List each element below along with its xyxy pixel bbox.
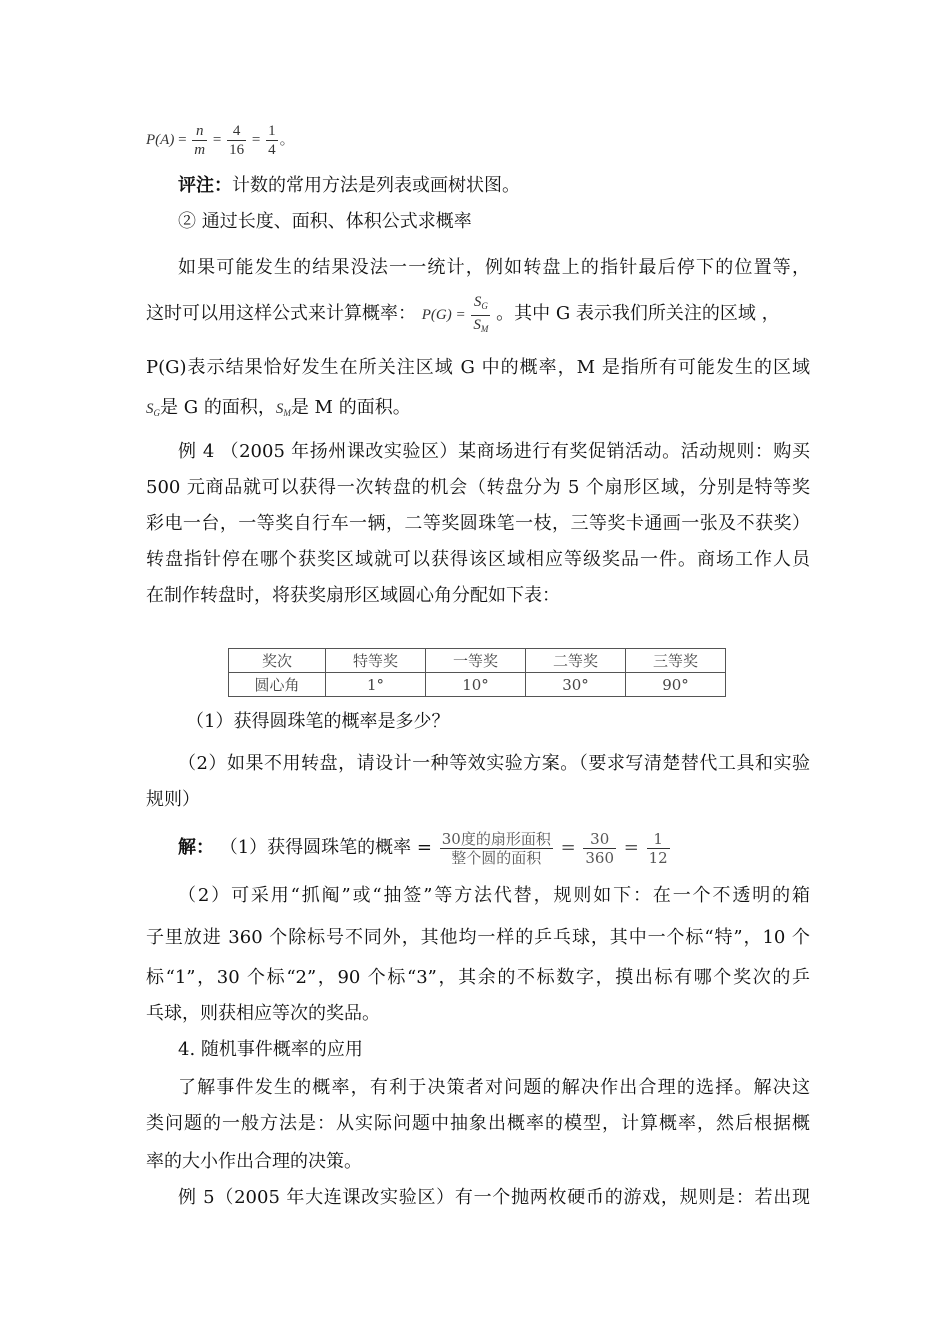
table-header-cell: 一等奖	[426, 649, 526, 673]
table-cell: 30°	[526, 673, 626, 697]
formula-period: 。	[279, 132, 295, 148]
answer2-line: （2）可采用“抓阄”或“抽签”等方法代替，规则如下：在一个不透明的箱	[178, 885, 810, 906]
symbol-sg: S	[146, 401, 154, 417]
formula-pg	[421, 294, 496, 335]
fraction-30-360	[583, 830, 616, 867]
table-header-cell: 奖次	[229, 649, 326, 673]
fraction-denominator: 4	[268, 142, 276, 159]
comment-label: 评注：	[178, 175, 232, 196]
table-header-cell: 特等奖	[326, 649, 426, 673]
fraction-numerator: 30	[583, 830, 616, 849]
comment-text: 计数的常用方法是列表或画树状图。	[232, 175, 520, 196]
example4-line: 在制作转盘时，将获奖扇形区域圆心角分配如下表：	[146, 585, 560, 606]
fraction-numerator: n	[192, 122, 207, 141]
fraction-4-16	[227, 122, 246, 159]
table-cell: 圆心角	[229, 673, 326, 697]
question-1: （1）获得圆珠笔的概率是多少？	[186, 711, 450, 732]
fraction-numerator: 1	[647, 830, 670, 849]
fraction-sg-sm	[471, 293, 490, 338]
fraction-1-4	[266, 122, 278, 159]
example4-line: 转盘指针停在哪个获奖区域就可以获得该区域相应等级奖品一件。商场工作人员	[146, 549, 810, 570]
fraction-numerator: 30度的扇形面积	[441, 829, 551, 848]
paragraph-text: 是 M 的面积。	[290, 397, 411, 418]
example5-line: 例 5（2005 年大连课改实验区）有一个抛两枚硬币的游戏，规则是：若出现	[178, 1187, 810, 1208]
solution-line: 解： （1）获得圆珠笔的概率 = $\frac{\text{30度的扇形面积}}{\text{整个圆的面积}}$ = $\frac{30}{360}$ = $\frac{1}{12}$	[178, 829, 668, 867]
formula-pg-lhs: P(G) =	[421, 307, 466, 323]
fraction-denominator: 整个圆的面积	[451, 848, 542, 867]
paragraph-line: 如果可能发生的结果没法一一统计，例如转盘上的指针最后停下的位置等，	[178, 257, 810, 278]
fraction-sector-area	[440, 830, 553, 867]
prize-angle-table	[228, 648, 726, 697]
paragraph-line-formula	[146, 292, 810, 336]
answer2-line: 乓球，则获相应等次的奖品。	[146, 1003, 380, 1024]
answer2-line: 子里放进 360 个除标号不同外，其他均一样的乒乓球，其中一个标“特”，10 个	[146, 927, 810, 948]
table-row	[229, 649, 726, 673]
solution-label: 解：	[178, 837, 214, 858]
fraction-denominator: m	[194, 142, 206, 159]
subscript: M	[283, 408, 291, 418]
solution-text: （1）获得圆珠笔的概率 =	[219, 837, 432, 858]
subscript: G	[153, 408, 160, 418]
fraction-denominator: 12	[648, 848, 668, 867]
fraction-numerator: 1	[268, 123, 276, 140]
paragraph-line: P(G)表示结果恰好发生在所关注区域 G 中的概率，M 是指所有可能发生的区域	[146, 357, 810, 378]
example4-line: 彩电一台，一等奖自行车一辆，二等奖圆珠笔一枝，三等奖卡通画一张及不获奖）	[146, 513, 810, 534]
paragraph-line	[146, 396, 810, 425]
subscript: G	[481, 301, 488, 312]
formula-pa: P(A) = $\frac{n}{m}$ = $\frac{4}{16}$ = $\frac{1}{4}$ 。	[146, 123, 295, 159]
symbol-sm: S	[275, 401, 284, 417]
application-line: 率的大小作出合理的决策。	[146, 1151, 362, 1172]
table-cell: 90°	[626, 673, 726, 697]
fraction-denominator: 16	[229, 142, 245, 159]
fraction-numerator: S	[473, 294, 482, 311]
paragraph-text: 是 G 的面积，	[160, 397, 276, 418]
table-cell: 1°	[326, 673, 426, 697]
heading-area-formula: ② 通过长度、面积、体积公式求概率	[178, 211, 472, 232]
fraction-denominator: S	[473, 317, 481, 334]
fraction-numerator: 4	[227, 122, 246, 141]
table-cell: 10°	[426, 673, 526, 697]
paragraph-text: 。其中 G 表示我们所关注的区域 ，	[496, 303, 780, 324]
section-heading: 4. 随机事件概率的应用	[178, 1039, 363, 1060]
fraction-n-m	[192, 122, 207, 159]
table-header-cell: 三等奖	[626, 649, 726, 673]
formula-pa-lhs: P(A)	[146, 132, 175, 148]
table-row	[229, 673, 726, 697]
application-line: 类问题的一般方法是：从实际问题中抽象出概率的模型，计算概率，然后根据概	[146, 1113, 810, 1134]
paragraph-text: 这时可以用这样公式来计算概率：	[146, 303, 416, 324]
example4-line: 例 4 （2005 年扬州课改实验区）某商场进行有奖促销活动。活动规则：购买	[178, 441, 810, 462]
example4-line: 500 元商品就可以获得一次转盘的机会（转盘分为 5 个扇形区域，分别是特等奖	[146, 477, 810, 498]
subscript: M	[480, 324, 489, 335]
table-header-cell: 二等奖	[526, 649, 626, 673]
answer2-line: 标“1”，30 个标“2”，90 个标“3”，其余的不标数字，摸出标有哪个奖次的乒	[146, 967, 810, 988]
question-2-line: 规则）	[146, 789, 200, 810]
question-2-line: （2）如果不用转盘，请设计一种等效实验方案。（要求写清楚替代工具和实验	[178, 753, 810, 774]
comment-line	[178, 174, 810, 198]
fraction-denominator: 360	[585, 848, 615, 867]
application-line: 了解事件发生的概率，有利于决策者对问题的解决作出合理的选择。解决这	[178, 1077, 810, 1098]
fraction-1-12	[647, 830, 670, 867]
